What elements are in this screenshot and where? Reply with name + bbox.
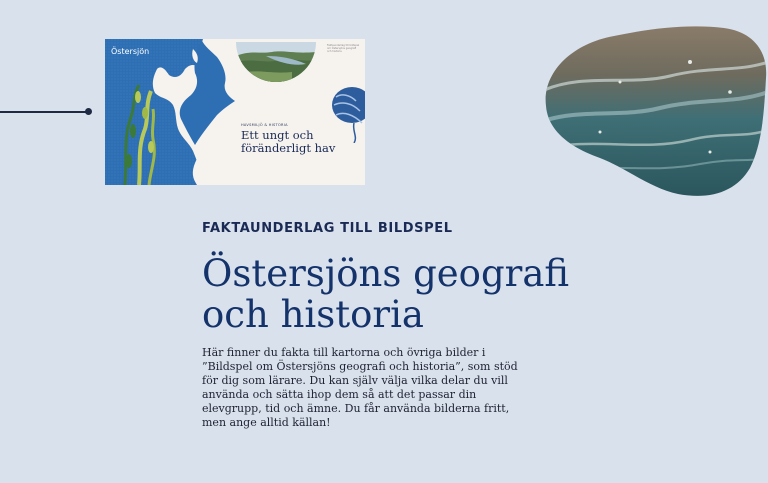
landscape-photo xyxy=(236,42,316,84)
connector-line xyxy=(0,111,88,113)
intro-paragraph: Här finner du fakta till kartorna och övriga bilder i ”Bildspel om Östersjöns geografi och historia”, som stöd för dig som lärare. Du kan själv välja vilka delar du vill använda och sätta ihop dem så att det passar din elevgrupp, tid och ämne. Du får använda bilderna fritt, men ange alltid källan! xyxy=(202,346,518,429)
connector-dot xyxy=(85,108,92,115)
slideshow-thumbnail[interactable] xyxy=(105,39,365,185)
thumbnail-brand: Östersjön xyxy=(111,47,150,56)
thumbnail-small-text: Faktaunderlag till bildspel om Östersjöns geografi och historia xyxy=(327,44,360,53)
wave-photo xyxy=(540,22,768,198)
thumbnail-kicker: HAVSMILJÖ & HISTORIA xyxy=(241,123,288,127)
section-kicker: FAKTAUNDERLAG TILL BILDSPEL xyxy=(202,221,453,236)
thumbnail-title: Ett ungt och föränderligt hav xyxy=(241,128,336,155)
page-title: Östersjöns geografi och historia xyxy=(202,252,570,336)
